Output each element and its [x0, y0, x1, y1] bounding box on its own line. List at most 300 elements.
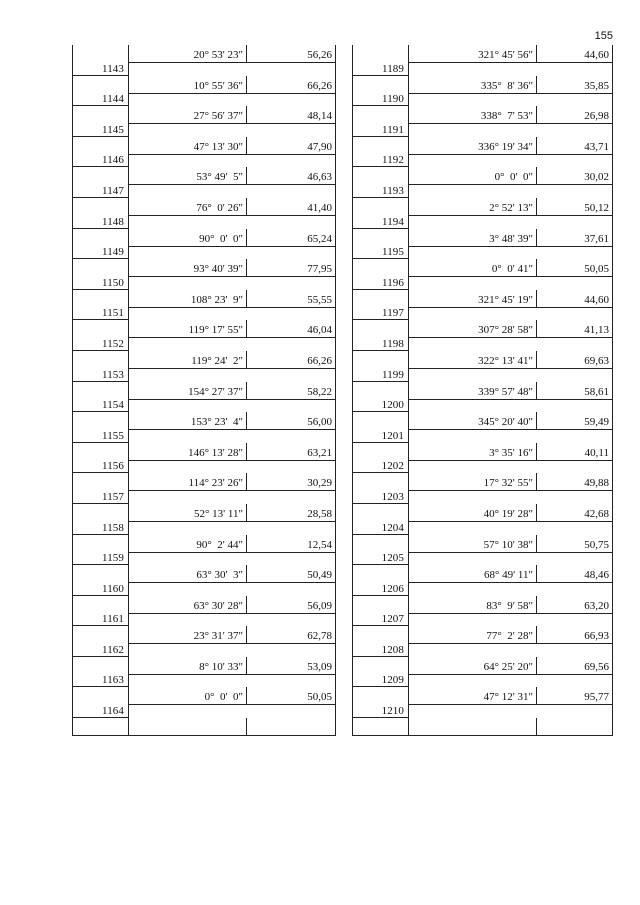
distance-value: 55,55: [307, 293, 332, 306]
distance-cell: [247, 259, 335, 277]
point-cell: [353, 198, 409, 229]
angle-cell: [408, 412, 537, 430]
table-row: [353, 596, 612, 627]
angle-value: 336° 19' 34": [478, 140, 533, 153]
angle-cell: [128, 320, 247, 338]
distance-value: 56,09: [307, 599, 332, 612]
angle-value: 47° 12' 31": [483, 691, 533, 704]
angle-cell: [128, 565, 247, 583]
distance-value: 66,26: [307, 79, 332, 92]
point-number: 1190: [382, 93, 404, 106]
angle-cell: [408, 290, 537, 308]
point-number: 1160: [102, 582, 124, 595]
table-row: [73, 473, 335, 504]
point-number: 1193: [382, 184, 404, 197]
angle-value: 119° 17' 55": [188, 324, 243, 337]
angle-value: 307° 28' 58": [478, 324, 533, 337]
angle-cell: [408, 259, 537, 277]
point-number: 1192: [382, 154, 404, 167]
table-row: [73, 198, 335, 229]
distance-value: 37,61: [584, 232, 609, 245]
distance-cell: [537, 320, 612, 338]
distance-value: 12,54: [307, 538, 332, 551]
angle-value: 338° 7' 53": [480, 110, 533, 123]
angle-cell: [128, 473, 247, 491]
point-cell: [353, 45, 409, 76]
angle-value: 153° 23' 4": [190, 416, 243, 429]
point-number: 1154: [102, 399, 124, 412]
angle-cell: [128, 229, 247, 247]
distance-cell: [247, 535, 335, 553]
angle-value: 3° 48' 39": [489, 232, 533, 245]
point-number: 1194: [382, 215, 404, 228]
point-number: 1155: [102, 429, 124, 442]
angle-value: 53° 49' 5": [196, 171, 243, 184]
point-number: 1209: [381, 674, 404, 687]
point-number: 1146: [102, 154, 124, 167]
distance-value: 77,95: [307, 263, 332, 276]
point-number: 1151: [102, 307, 124, 320]
point-cell: [353, 229, 409, 260]
point-cell: [73, 320, 129, 351]
point-number: 1191: [382, 123, 404, 136]
distance-value: 63,21: [307, 446, 332, 459]
distance-cell: [247, 320, 335, 338]
angle-value: 63° 30' 3": [196, 569, 243, 582]
point-number: 1150: [102, 276, 124, 289]
angle-value: 23° 31' 37": [193, 630, 243, 643]
angle-cell: [408, 596, 537, 614]
angle-value: 10° 55' 36": [193, 79, 243, 92]
distance-value: 43,71: [584, 140, 609, 153]
distance-cell: [537, 167, 612, 185]
distance-value: 26,98: [584, 110, 609, 123]
point-cell: [353, 718, 409, 736]
point-number: 1164: [102, 705, 124, 718]
distance-value: 63,20: [584, 599, 609, 612]
left-table: [72, 45, 336, 736]
point-cell: [353, 351, 409, 382]
angle-value: 83° 9' 58": [486, 599, 533, 612]
distance-cell: [537, 596, 612, 614]
point-number: 1148: [102, 215, 124, 228]
distance-cell: [247, 198, 335, 216]
point-cell: [73, 137, 129, 168]
angle-cell: [128, 504, 247, 522]
point-number: 1206: [381, 582, 404, 595]
angle-cell: [128, 687, 247, 705]
point-number: 1157: [102, 490, 124, 503]
point-cell: [353, 412, 409, 443]
point-cell: [73, 535, 129, 566]
table-row: [73, 76, 335, 107]
distance-cell: [537, 259, 612, 277]
point-cell: [353, 626, 409, 657]
distance-cell: [537, 106, 612, 124]
distance-cell: [537, 290, 612, 308]
table-row: [353, 657, 612, 688]
point-cell: [353, 259, 409, 290]
table-row: [353, 320, 612, 351]
distance-value: 59,49: [584, 416, 609, 429]
angle-cell: [408, 76, 537, 94]
point-cell: [353, 290, 409, 321]
point-cell: [73, 45, 129, 76]
angle-value: 64° 25' 20": [483, 660, 533, 673]
angle-cell: [128, 351, 247, 369]
table-row: [353, 76, 612, 107]
angle-value: 68° 49' 11": [484, 569, 533, 582]
angle-cell: [408, 106, 537, 124]
table-row: [73, 45, 335, 76]
point-cell: [73, 596, 129, 627]
table-row: [73, 657, 335, 688]
point-cell: [73, 473, 129, 504]
point-cell: [73, 290, 129, 321]
point-cell: [73, 565, 129, 596]
point-cell: [353, 106, 409, 137]
angle-cell: [408, 504, 537, 522]
point-cell: [353, 473, 409, 504]
distance-cell: [537, 626, 612, 644]
distance-value: 66,93: [584, 630, 609, 643]
point-cell: [73, 657, 129, 688]
angle-cell: [408, 443, 537, 461]
angle-cell: [408, 382, 537, 400]
distance-cell: [537, 687, 612, 705]
distance-value: 50,05: [307, 691, 332, 704]
table-row: [353, 535, 612, 566]
point-number: 1208: [381, 643, 404, 656]
distance-cell: [247, 565, 335, 583]
angle-cell: [128, 259, 247, 277]
point-number: 1144: [102, 93, 124, 106]
right-table: [352, 45, 613, 736]
angle-value: 108° 23' 9": [190, 293, 243, 306]
table-row: [73, 412, 335, 443]
distance-value: 62,78: [307, 630, 332, 643]
distance-cell: [247, 596, 335, 614]
table-row: [73, 596, 335, 627]
point-cell: [73, 167, 129, 198]
angle-cell: [408, 473, 537, 491]
point-cell: [353, 137, 409, 168]
distance-value: 41,13: [584, 324, 609, 337]
angle-cell: [128, 535, 247, 553]
distance-value: 48,46: [584, 569, 609, 582]
point-cell: [73, 259, 129, 290]
distance-value: 50,12: [584, 201, 609, 214]
point-cell: [73, 626, 129, 657]
table-row: [73, 320, 335, 351]
point-number: 1145: [102, 123, 124, 136]
angle-value: 146° 13' 28": [188, 446, 243, 459]
distance-value: 69,56: [584, 660, 609, 673]
table-row: [353, 382, 612, 413]
point-cell: [353, 687, 409, 718]
table-row: [73, 565, 335, 596]
point-number: 1200: [381, 399, 404, 412]
table-end-row: [353, 718, 612, 736]
angle-cell: [408, 45, 537, 63]
distance-cell: [537, 76, 612, 94]
point-number: 1163: [102, 674, 124, 687]
distance-value: 44,60: [584, 293, 609, 306]
distance-value: 28,58: [307, 507, 332, 520]
point-cell: [353, 596, 409, 627]
point-cell: [353, 167, 409, 198]
table-row: [353, 687, 612, 718]
distance-cell: [537, 657, 612, 675]
distance-value: 44,60: [584, 49, 609, 61]
point-number: 1195: [382, 246, 404, 259]
angle-value: 90° 0' 0": [199, 232, 243, 245]
table-row: [353, 259, 612, 290]
table-row: [353, 504, 612, 535]
point-number: 1196: [382, 276, 404, 289]
distance-cell: [247, 504, 335, 522]
distance-cell: [247, 443, 335, 461]
angle-cell: [128, 290, 247, 308]
table-row: [353, 473, 612, 504]
distance-cell: [537, 473, 612, 491]
angle-value: 57° 10' 38": [483, 538, 533, 551]
point-number: 1202: [381, 460, 404, 473]
point-cell: [73, 351, 129, 382]
table-row: [353, 412, 612, 443]
angle-value: 321° 45' 19": [478, 293, 533, 306]
angle-value: 0° 0' 0": [494, 171, 533, 184]
angle-value: 3° 35' 16": [489, 446, 533, 459]
distance-cell: [247, 687, 335, 705]
distance-cell: [247, 229, 335, 247]
table-row: [73, 229, 335, 260]
distance-cell: [537, 443, 612, 461]
table-row: [353, 137, 612, 168]
point-cell: [73, 504, 129, 535]
angle-value: 335° 8' 36": [480, 79, 533, 92]
angle-cell: [128, 76, 247, 94]
point-cell: [353, 504, 409, 535]
distance-cell: [247, 167, 335, 185]
angle-value: 20° 53' 23": [193, 49, 243, 61]
distance-cell: [537, 382, 612, 400]
angle-cell: [128, 198, 247, 216]
point-number: 1159: [102, 552, 124, 565]
distance-cell: [537, 351, 612, 369]
distance-value: 65,24: [307, 232, 332, 245]
angle-cell: [408, 137, 537, 155]
distance-cell: [247, 473, 335, 491]
table-row: [73, 382, 335, 413]
table-row: [73, 167, 335, 198]
angle-value: 76° 0' 26": [196, 201, 243, 214]
distance-value: 49,88: [584, 477, 609, 490]
distance-cell: [537, 718, 612, 736]
angle-cell: [408, 657, 537, 675]
distance-value: 53,09: [307, 660, 332, 673]
point-cell: [353, 320, 409, 351]
point-cell: [353, 382, 409, 413]
point-number: 1149: [102, 246, 124, 259]
point-cell: [353, 443, 409, 474]
distance-value: 56,26: [307, 49, 332, 61]
angle-cell: [408, 167, 537, 185]
angle-cell: [408, 320, 537, 338]
table-row: [353, 45, 612, 76]
angle-cell: [128, 137, 247, 155]
distance-cell: [537, 535, 612, 553]
point-number: 1210: [381, 705, 404, 718]
angle-cell: [128, 596, 247, 614]
point-number: 1201: [381, 429, 404, 442]
table-row: [73, 626, 335, 657]
distance-cell: [247, 626, 335, 644]
angle-value: 47° 13' 30": [193, 140, 243, 153]
angle-value: 40° 19' 28": [483, 507, 533, 520]
angle-cell: [408, 718, 537, 736]
angle-cell: [408, 351, 537, 369]
angle-value: 90° 2' 44": [196, 538, 243, 551]
distance-cell: [247, 351, 335, 369]
point-number: 1158: [102, 521, 124, 534]
distance-value: 46,63: [307, 171, 332, 184]
distance-cell: [247, 382, 335, 400]
angle-cell: [128, 657, 247, 675]
point-number: 1189: [382, 62, 404, 75]
distance-value: 58,22: [307, 385, 332, 398]
distance-value: 30,02: [584, 171, 609, 184]
distance-value: 35,85: [584, 79, 609, 92]
distance-value: 42,68: [584, 507, 609, 520]
table-row: [73, 290, 335, 321]
angle-value: 63° 30' 28": [193, 599, 243, 612]
angle-cell: [408, 535, 537, 553]
distance-cell: [247, 718, 335, 736]
distance-cell: [247, 290, 335, 308]
angle-cell: [128, 106, 247, 124]
point-cell: [353, 535, 409, 566]
distance-value: 46,04: [307, 324, 332, 337]
angle-cell: [408, 565, 537, 583]
angle-value: 8° 10' 33": [199, 660, 243, 673]
point-number: 1205: [381, 552, 404, 565]
table-row: [353, 443, 612, 474]
point-cell: [73, 198, 129, 229]
point-number: 1161: [102, 613, 124, 626]
distance-cell: [537, 229, 612, 247]
point-number: 1204: [381, 521, 404, 534]
point-number: 1152: [102, 337, 124, 350]
angle-value: 339° 57' 48": [478, 385, 533, 398]
angle-value: 154° 27' 37": [188, 385, 243, 398]
table-row: [73, 137, 335, 168]
angle-cell: [128, 718, 247, 736]
distance-value: 30,29: [307, 477, 332, 490]
angle-cell: [408, 626, 537, 644]
distance-value: 40,11: [584, 446, 609, 459]
point-cell: [353, 76, 409, 107]
distance-cell: [537, 45, 612, 63]
distance-cell: [247, 106, 335, 124]
angle-value: 0° 0' 0": [204, 691, 243, 704]
table-row: [73, 687, 335, 718]
distance-value: 50,75: [584, 538, 609, 551]
table-row: [73, 351, 335, 382]
point-cell: [73, 718, 129, 736]
distance-cell: [247, 76, 335, 94]
point-cell: [73, 443, 129, 474]
table-row: [353, 565, 612, 596]
table-row: [353, 198, 612, 229]
angle-cell: [128, 443, 247, 461]
table-row: [353, 106, 612, 137]
point-number: 1147: [102, 184, 124, 197]
point-number: 1203: [381, 490, 404, 503]
table-row: [73, 106, 335, 137]
angle-value: 77° 2' 28": [486, 630, 533, 643]
table-row: [73, 259, 335, 290]
point-cell: [353, 657, 409, 688]
point-cell: [353, 565, 409, 596]
angle-value: 93° 40' 39": [193, 263, 243, 276]
table-row: [353, 626, 612, 657]
angle-value: 2° 52' 13": [489, 201, 533, 214]
distance-cell: [247, 137, 335, 155]
distance-value: 48,14: [307, 110, 332, 123]
distance-value: 58,61: [584, 385, 609, 398]
table-row: [353, 290, 612, 321]
angle-cell: [408, 229, 537, 247]
distance-cell: [537, 198, 612, 216]
point-cell: [73, 382, 129, 413]
distance-value: 47,90: [307, 140, 332, 153]
page-number: 155: [594, 30, 613, 42]
point-cell: [73, 687, 129, 718]
angle-cell: [408, 687, 537, 705]
point-number: 1198: [382, 337, 404, 350]
table-row: [73, 443, 335, 474]
angle-cell: [408, 198, 537, 216]
point-number: 1156: [102, 460, 124, 473]
point-number: 1153: [102, 368, 124, 381]
angle-value: 27° 56' 37": [193, 110, 243, 123]
angle-cell: [128, 626, 247, 644]
angle-value: 345° 20' 40": [478, 416, 533, 429]
angle-cell: [128, 412, 247, 430]
distance-value: 66,26: [307, 354, 332, 367]
table-row: [353, 351, 612, 382]
distance-cell: [537, 412, 612, 430]
table-row: [353, 167, 612, 198]
table-row: [353, 229, 612, 260]
distance-cell: [247, 412, 335, 430]
point-number: 1199: [382, 368, 404, 381]
table-row: [73, 504, 335, 535]
distance-cell: [537, 137, 612, 155]
angle-value: 119° 24' 2": [191, 354, 243, 367]
distance-cell: [537, 504, 612, 522]
angle-value: 0° 0' 41": [491, 263, 533, 276]
distance-value: 95,77: [584, 691, 609, 704]
point-cell: [73, 106, 129, 137]
point-cell: [73, 76, 129, 107]
angle-value: 322° 13' 41": [478, 354, 533, 367]
point-cell: [73, 229, 129, 260]
angle-cell: [128, 382, 247, 400]
angle-value: 52° 13' 11": [194, 507, 243, 520]
point-number: 1143: [102, 62, 124, 75]
